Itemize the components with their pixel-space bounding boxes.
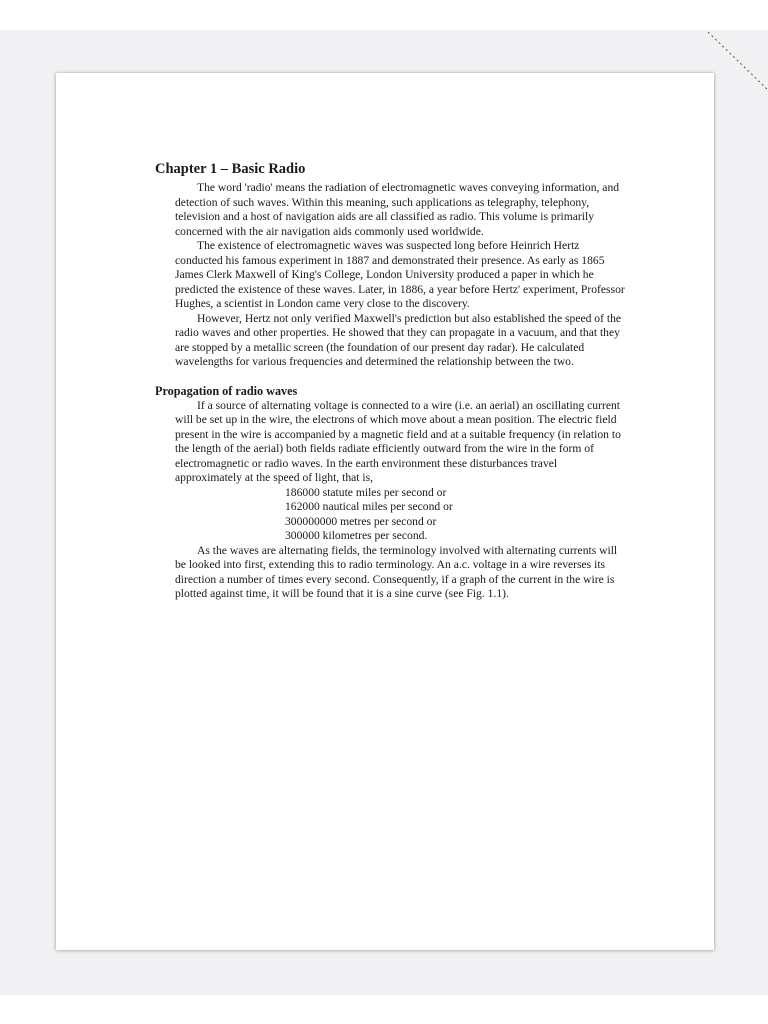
document-page [56,73,714,950]
section-paragraph-1: If a source of alternating voltage is connected to a wire (i.e. an aerial) an oscillating current will be set up in the wire, the electrons of which move about a mean position. The electric field present in the wire is accompanied by a magnetic field and at a suitable frequency (in relation to the length of the aerial) both fields radiate efficiently outward from the wire in the form of electromagnetic or radio waves. In the earth environment these disturbances travel approximately at the speed of light, that is, [175,398,621,484]
speed-item: 300000000 metres per second or [285,514,437,528]
document-viewer[interactable] [0,30,768,995]
intro-paragraph-1: The word 'radio' means the radiation of electromagnetic waves conveying information, and detection of such waves. Within this meaning, such applications as telegraphy, telephony, television and a host of navigation aids are all classified as radio. This volume is primarily concerned with the air navigation aids commonly used worldwide. [175,181,620,238]
speed-item: 162000 nautical miles per second or [285,500,453,513]
speed-list [285,486,625,544]
chapter-title: Chapter 1 – Basic Radio [155,161,306,177]
intro-paragraph-2: The existence of electromagnetic waves was suspected long before Heinrich Hertz conducted his famous experiment in 1887 and demonstrated their presence. As early as 1865 James Clerk Maxwell of King's College, London University produced a paper in which he predicted the existence of these waves. Later, in 1886, a year before Hertz' experiment, Professor Hughes, a scientist in London came very close to the discovery. [175,239,625,310]
section-paragraph-2: As the waves are alternating fields, the terminology involved with alternating currents will be looked into first, extending this to radio terminology. An a.c. voltage in a wire reverses its direction a number of times every second. Consequently, if a graph of the current in the wire is plotted against time, it will be found that it is a sine curve (see Fig. 1.1). [175,543,618,600]
page-curl-icon [708,30,768,110]
speed-item: 186000 statute miles per second or [285,485,447,499]
page-content [155,160,625,602]
intro-paragraph-3: However, Hertz not only verified Maxwell's prediction but also established the speed of the radio waves and other properties. He showed that they can propagate in a vacuum, and that they are stopped by a metallic screen (the foundation of our present day radar). He calculated wavelengths for various frequencies and determined the relationship between the two. [175,311,622,368]
section-title: Propagation of radio waves [155,383,298,398]
speed-item: 300000 kilometres per second. [285,529,428,542]
